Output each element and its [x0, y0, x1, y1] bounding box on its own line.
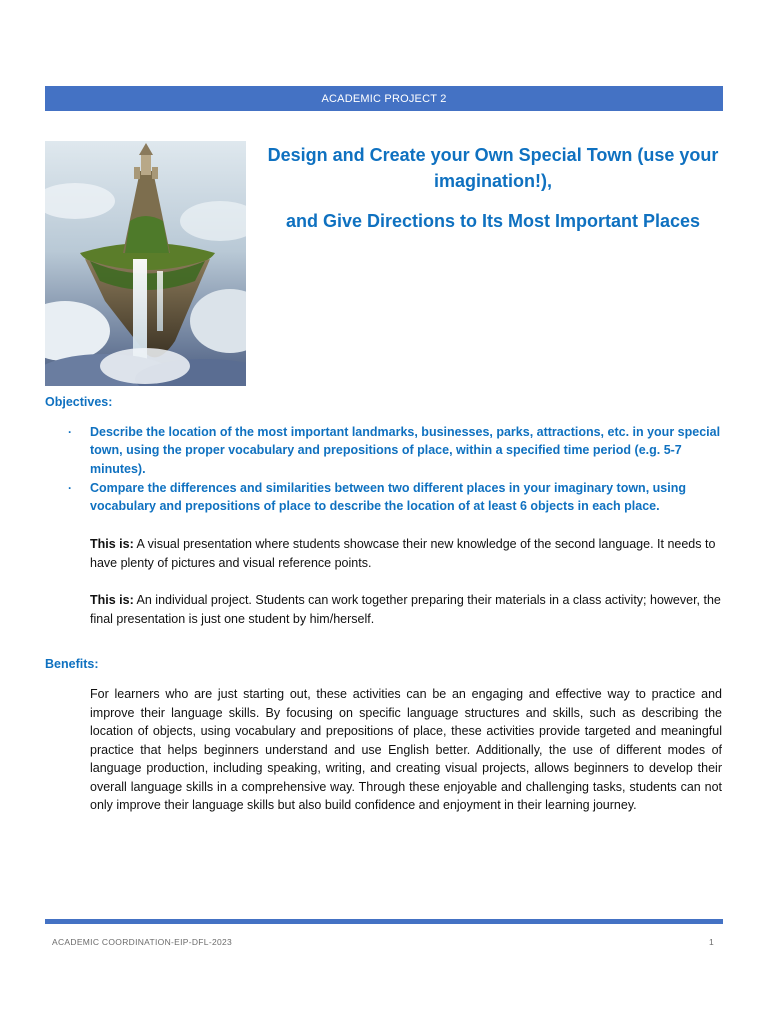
list-item — [68, 423, 728, 478]
this-is-label: This is: — [90, 537, 134, 551]
header-bar — [45, 86, 723, 111]
floating-island-illustration — [45, 141, 246, 386]
objectives-list — [68, 423, 728, 516]
benefits-paragraph: For learners who are just starting out, these activities can be an engaging and effective way to practice and improve their language skills. By focusing on specific language structures and skills, such as describing the location of objects, using vocabulary and prepositions of place, these activities provide targeted and meaningful practice that helps beginners understand and use English better. Additionally, the use of different modes of language production, including speaking, writing, and creating visual projects, allows beginners to develop their overall language skills in a comprehensive way. Through these enjoyable and challenging tasks, students can not only improve their language skills but also build confidence and enjoyment in their learning journey. — [90, 687, 722, 812]
objective-text: Compare the differences and similarities between two different places in your imaginary town, using vocabulary and prepositions of place to describe the location of at least 6 objects in each place. — [90, 480, 686, 514]
document-title — [258, 142, 728, 234]
this-is-label: This is: — [90, 593, 134, 607]
title-line-2: and Give Directions to Its Most Important Places — [285, 211, 701, 231]
bullet-icon: · — [68, 480, 72, 495]
list-item — [68, 479, 728, 516]
this-is-paragraph-2 — [90, 591, 722, 628]
title-line-1: Design and Create your Own Special Town (use your imagination!), — [267, 145, 719, 191]
floating-island-castle-image — [45, 141, 246, 386]
footer-text: ACADEMIC COORDINATION-EIP-DFL-2023 — [52, 937, 233, 947]
this-is-paragraph-1 — [90, 535, 722, 572]
header-title: ACADEMIC PROJECT 2 — [321, 92, 447, 105]
objectives-heading: Objectives: — [45, 395, 113, 409]
objective-text: Describe the location of the most important landmarks, businesses, parks, attractions, etc. in your special town, using the proper vocabulary and prepositions of place, within a specified time period (e.g. 5-7 minutes). — [90, 425, 721, 476]
this-is-text: An individual project. Students can work together preparing their materials in a class activity; however, the final presentation is just one student by him/herself. — [90, 593, 721, 626]
benefits-heading: Benefits: — [45, 657, 99, 671]
bullet-icon: · — [68, 425, 72, 439]
footer-bar — [45, 919, 723, 924]
this-is-text: A visual presentation where students showcase their new knowledge of the second language. It needs to have plenty of pictures and visual reference points. — [90, 537, 716, 570]
page-number: 1 — [709, 937, 714, 947]
